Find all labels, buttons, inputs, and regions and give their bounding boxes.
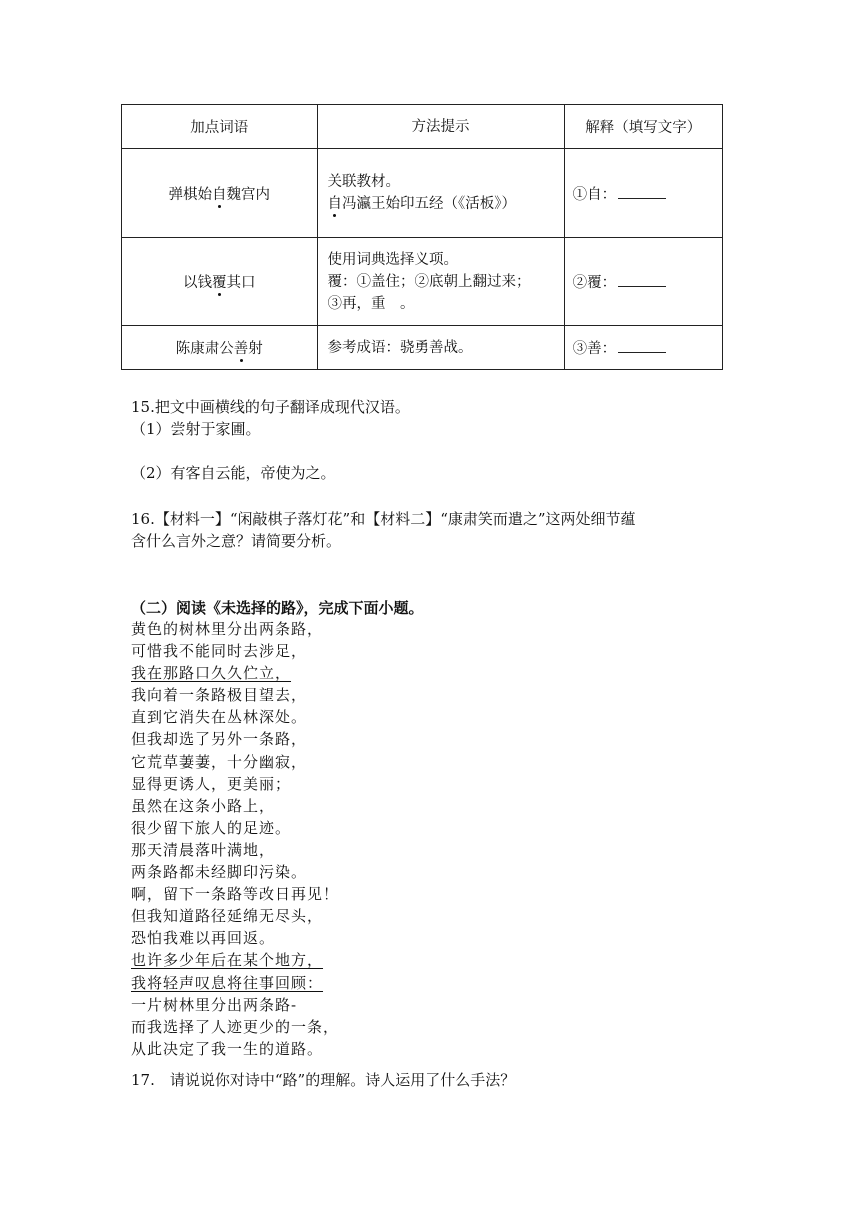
dotted-char: 覆 <box>212 275 227 291</box>
poem-line: 两条路都未经脚印污染。 <box>131 863 308 882</box>
vocab-table <box>121 104 723 370</box>
word-text: 其口 <box>226 275 256 291</box>
question-15-item-2: （2）有客自云能，帝使为之。 <box>131 464 336 482</box>
poem-line: 我在那路口久久伫立， <box>131 664 292 683</box>
poem-line: 那天清晨落叶满地， <box>131 840 276 859</box>
word-cell <box>122 238 318 326</box>
poem-line: 它荒草萋萋，十分幽寂， <box>131 752 308 771</box>
poem-line: 恐怕我难以再回返。 <box>131 929 276 948</box>
poem-line: 可惜我不能同时去涉足， <box>131 642 308 661</box>
answer-cell[interactable] <box>564 326 722 370</box>
answer-label: ①自： <box>572 186 617 203</box>
question-16-line-2: 含什么言外之意？请简要分析。 <box>131 532 342 550</box>
dotted-char: 善 <box>233 341 249 357</box>
word-text: 陈康肃公 <box>175 341 234 357</box>
word-text: 以钱 <box>183 275 212 291</box>
header-cell: 方法提示 <box>317 105 564 149</box>
answer-label: ②覆： <box>572 275 617 291</box>
hint-line: ③再，重 。 <box>327 295 415 312</box>
hint-line: 参考成语：骁勇善战。 <box>327 339 473 356</box>
word-text: 弹棋始 <box>168 186 212 203</box>
poem-line: 很少留下旅人的足迹。 <box>131 818 292 837</box>
hint-text: 冯瀛王始印五经（《活板》） <box>342 196 517 212</box>
question-17: 17. 请说说你对诗中“路”的理解。诗人运用了什么手法？ <box>131 1071 516 1089</box>
header-cell: 解释（填写文字） <box>564 105 722 149</box>
table-row <box>122 326 723 370</box>
question-15-title: 15.把文中画横线的句子翻译成现代汉语。 <box>131 398 410 416</box>
hint-line <box>328 193 564 215</box>
poem-line: 也许多少年后在某个地方， <box>131 951 324 970</box>
table-row <box>122 149 723 238</box>
poem-line: 但我却选了另外一条路， <box>131 730 308 749</box>
hint-cell <box>317 238 564 326</box>
dotted-char: 自 <box>212 186 227 203</box>
answer-blank[interactable] <box>618 341 666 353</box>
poem-line: 我将轻声叹息将往事回顾： <box>131 973 324 992</box>
answer-blank[interactable] <box>618 275 666 287</box>
hint-cell <box>317 149 564 238</box>
dotted-char: 自 <box>327 196 343 212</box>
hint-line: 关联教材。 <box>327 174 401 190</box>
section-heading: （二）阅读《未选择的路》，完成下面小题。 <box>131 599 424 617</box>
hint-line: 覆：①盖住；②底朝上翻过来； <box>327 273 531 290</box>
answer-cell[interactable] <box>564 238 722 326</box>
answer-cell[interactable] <box>564 149 722 238</box>
word-text: 魏宫内 <box>226 186 270 203</box>
word-cell <box>122 149 318 238</box>
word-text: 射 <box>248 341 263 357</box>
question-16-line-1: 16.【材料一】“闲敲棋子落灯花”和【材料二】“康肃笑而遣之”这两处细节蕴 <box>131 510 636 528</box>
word-cell <box>122 326 318 370</box>
question-15-item-1: （1）尝射于家圃。 <box>131 420 261 438</box>
answer-label: ③善： <box>572 341 617 357</box>
poem-line: 虽然在这条小路上， <box>131 796 276 815</box>
poem-line: 显得更诱人，更美丽； <box>131 774 292 793</box>
poem-line: 一片树林里分出两条路- <box>131 995 298 1014</box>
answer-blank[interactable] <box>618 187 666 199</box>
header-cell: 加点词语 <box>122 105 318 149</box>
poem-line: 但我知道路径延绵无尽头， <box>131 907 324 926</box>
table-header-row <box>122 105 723 149</box>
poem-line: 啊，留下一条路等改日再见！ <box>131 885 340 904</box>
hint-cell <box>317 326 564 370</box>
hint-line: 使用词典选择义项。 <box>327 251 459 268</box>
poem-line: 而我选择了人迹更少的一条， <box>131 1017 340 1036</box>
poem-line: 黄色的树林里分出两条路， <box>131 620 324 638</box>
poem <box>131 618 339 1060</box>
poem-line: 我向着一条路极目望去， <box>131 686 308 705</box>
poem-line: 从此决定了我一生的道路。 <box>131 1039 324 1058</box>
table-row <box>122 238 723 326</box>
poem-line: 直到它消失在丛林深处。 <box>131 708 308 727</box>
